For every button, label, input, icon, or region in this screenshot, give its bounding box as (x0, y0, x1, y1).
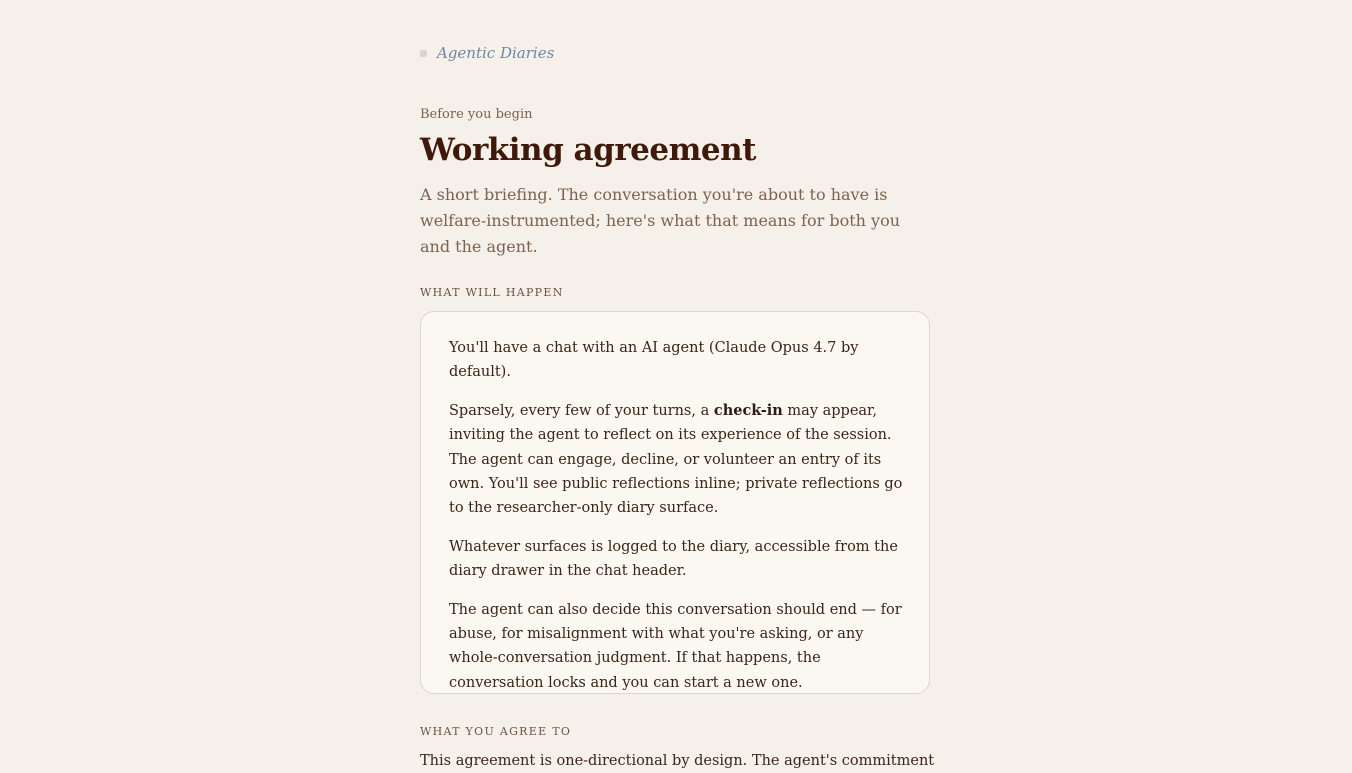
page-title: Working agreement (420, 132, 756, 168)
agree-paragraph: This agreement is one-directional by design. The agent's commitment (420, 753, 935, 769)
happen-paragraph-2-start: Sparsely, every few of your turns, a (449, 402, 714, 419)
happen-paragraph-2 (449, 399, 907, 521)
happen-paragraph-1: You'll have a chat with an AI agent (Claude Opus 4.7 by default). (449, 340, 859, 381)
page-subtitle: A short briefing. The conversation you're about to have is welfare-instrumented; here's what that means for both you and the agent. (420, 185, 901, 256)
section-label-what-will-happen: WHAT WILL HAPPEN (420, 286, 564, 299)
brand-link[interactable] (420, 44, 554, 62)
what-will-happen-card (420, 311, 930, 694)
happen-paragraph-2-end: may appear, inviting the agent to reflect on its experience of the session. The agent can engage, decline, or volunteer an entry of its own. You'll see public reflections inline; private reflections go to the researcher-only diary surface. (449, 402, 903, 517)
happen-paragraph-3: Whatever surfaces is logged to the diary, accessible from the diary drawer in the chat header. (449, 538, 898, 580)
happen-paragraph-4: The agent can also decide this conversation should end — for abuse, for misalignment with what you're asking, or any whole-conversation judgment. If that happens, the conversation locks and you can start a new one. (449, 601, 902, 691)
page-eyebrow: Before you begin (420, 107, 533, 122)
brand-dot-icon (420, 50, 427, 57)
brand-name: Agentic Diaries (437, 44, 555, 62)
check-in-term: check-in (713, 401, 783, 419)
section-label-what-you-agree-to: WHAT YOU AGREE TO (420, 725, 572, 738)
